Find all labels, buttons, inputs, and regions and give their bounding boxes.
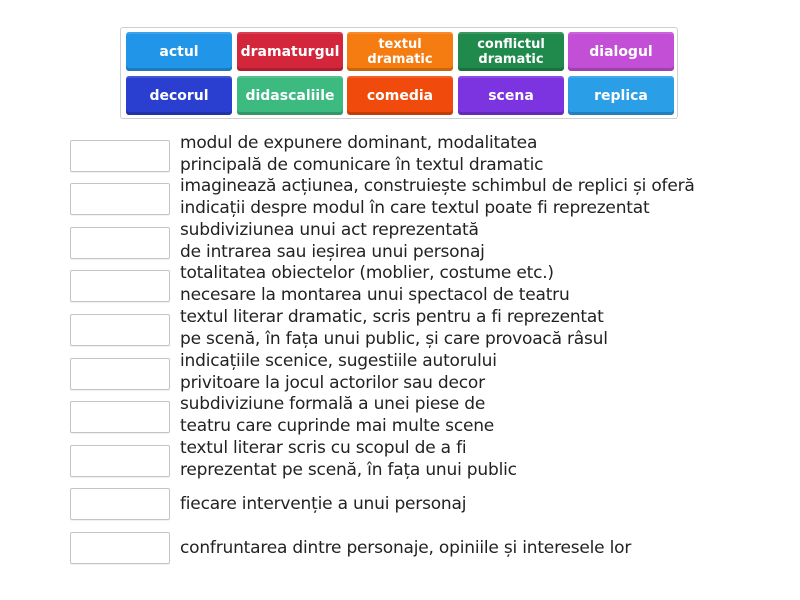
tile-conflictul-dramatic[interactable] bbox=[458, 32, 564, 71]
definition-line: pe scenă, în fața unui public, și care provoacă râsul bbox=[180, 329, 608, 349]
tile-label: replica bbox=[594, 87, 648, 104]
definition-line: textul literar dramatic, scris pentru a fi reprezentat bbox=[180, 307, 604, 327]
tile-label: decorul bbox=[149, 87, 209, 104]
definition-line: de intrarea sau ieșirea unui personaj bbox=[180, 242, 485, 262]
tile-label: comedia bbox=[366, 87, 434, 104]
definition-line: textul literar scris cu scopul de a fi bbox=[180, 438, 467, 458]
definition-line: necesare la montarea unui spectacol de teatru bbox=[180, 285, 570, 305]
definition bbox=[180, 437, 517, 481]
drop-target[interactable] bbox=[70, 401, 170, 433]
drop-target[interactable] bbox=[70, 140, 170, 172]
definition-line: subdiviziunea unui act reprezentată bbox=[180, 220, 479, 240]
tile-comedia[interactable] bbox=[347, 76, 453, 115]
drop-target[interactable] bbox=[70, 358, 170, 390]
tile-decorul[interactable] bbox=[126, 76, 232, 115]
definition bbox=[180, 306, 608, 350]
drop-target[interactable] bbox=[70, 488, 170, 520]
tile-didascaliile[interactable] bbox=[237, 76, 343, 115]
drop-target[interactable] bbox=[70, 314, 170, 346]
tile-scena[interactable] bbox=[458, 76, 564, 115]
tile-textul-dramatic[interactable] bbox=[347, 32, 453, 71]
definition-line: modul de expunere dominant, modalitatea bbox=[180, 133, 538, 153]
tile-bank bbox=[120, 27, 678, 119]
tile-label: conflictul dramatic bbox=[477, 36, 545, 67]
tile-label: actul bbox=[159, 43, 199, 60]
tile-label: didascaliile bbox=[245, 87, 335, 104]
definition-line: privitoare la jocul actorilor sau decor bbox=[180, 373, 485, 393]
definition-line: reprezentat pe scenă, în fața unui public bbox=[180, 460, 517, 480]
drop-target[interactable] bbox=[70, 532, 170, 564]
tile-dialogul[interactable] bbox=[568, 32, 674, 71]
tile-label: textul dramatic bbox=[367, 36, 433, 67]
definition bbox=[180, 493, 466, 515]
definition-line: indicații despre modul în care textul poate fi reprezentat bbox=[180, 198, 650, 218]
definition-line: imaginează acțiunea, construiește schimbul de replici și oferă bbox=[180, 176, 695, 196]
definition-line: fiecare intervenție a unui personaj bbox=[180, 494, 467, 514]
definition bbox=[180, 132, 543, 176]
drop-target[interactable] bbox=[70, 270, 170, 302]
definition-line: teatru care cuprinde mai multe scene bbox=[180, 416, 495, 436]
definition-line: principală de comunicare în textul dramatic bbox=[180, 155, 544, 175]
definition bbox=[180, 350, 497, 394]
definition bbox=[180, 175, 695, 219]
tile-label: dramaturgul bbox=[240, 43, 340, 60]
tile-label: scena bbox=[488, 87, 534, 104]
drop-target[interactable] bbox=[70, 445, 170, 477]
tile-replica[interactable] bbox=[568, 76, 674, 115]
definition bbox=[180, 262, 570, 306]
definition bbox=[180, 537, 631, 559]
drop-target[interactable] bbox=[70, 183, 170, 215]
tile-actul[interactable] bbox=[126, 32, 232, 71]
definition bbox=[180, 219, 485, 263]
definition-line: subdiviziune formală a unei piese de bbox=[180, 394, 486, 414]
definition-line: totalitatea obiectelor (moblier, costume etc.) bbox=[180, 263, 554, 283]
definition bbox=[180, 393, 494, 437]
tile-label: dialogul bbox=[589, 43, 653, 60]
definition-line: indicațiile scenice, sugestiile autorului bbox=[180, 351, 497, 371]
tile-dramaturgul[interactable] bbox=[237, 32, 343, 71]
definition-line: confruntarea dintre personaje, opiniile și interesele lor bbox=[180, 538, 632, 558]
drop-target[interactable] bbox=[70, 227, 170, 259]
